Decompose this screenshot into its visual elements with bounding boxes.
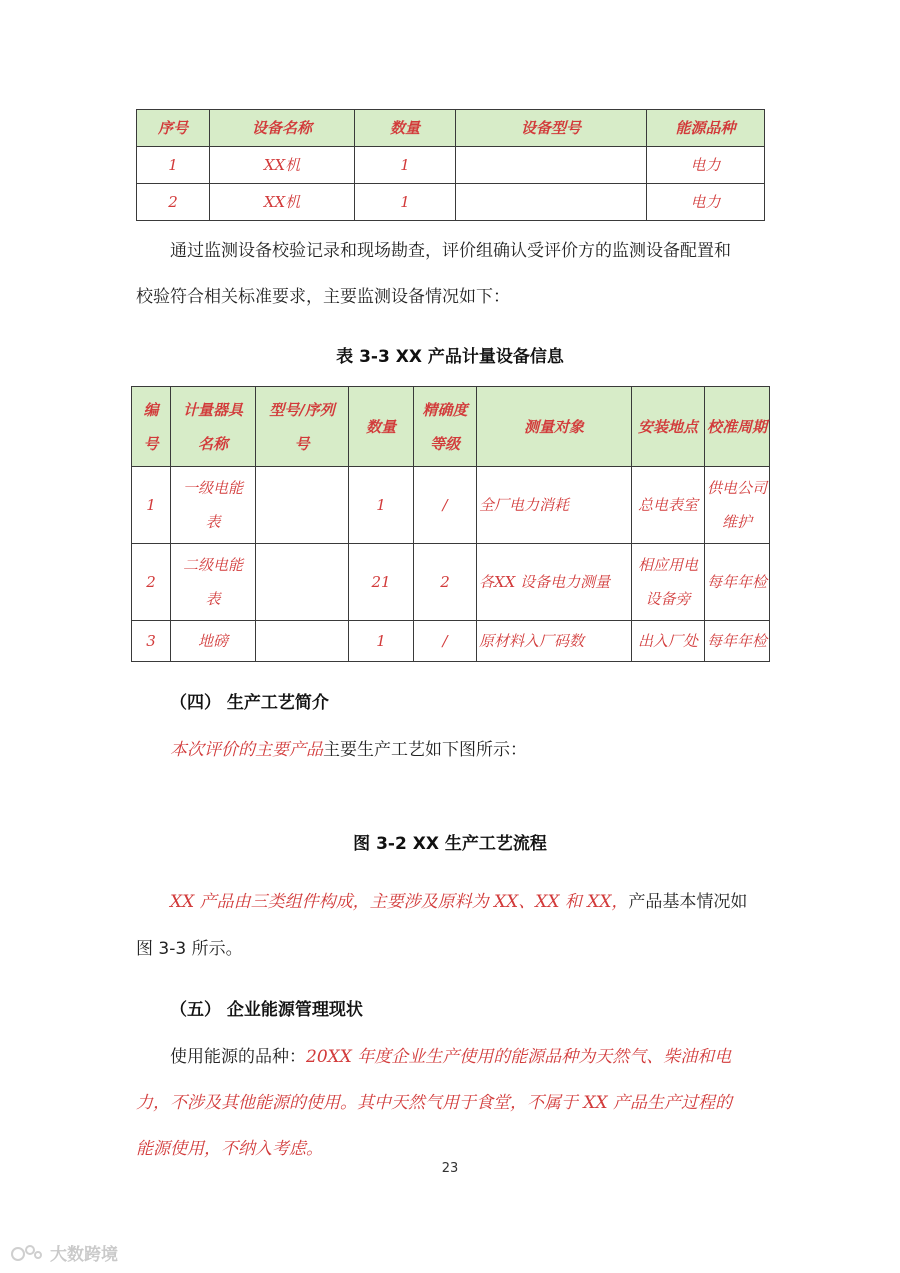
cell-text: 2 bbox=[440, 573, 450, 591]
table-cell bbox=[349, 467, 414, 544]
table-cell bbox=[477, 467, 632, 544]
table-header-row bbox=[132, 387, 770, 467]
column-header: 序号 bbox=[137, 110, 210, 147]
column-header bbox=[171, 387, 256, 467]
red-text: XX 产品由三类组件构成，主要涉及原料为 XX、XX 和 XX， bbox=[170, 892, 629, 912]
table-header-row bbox=[137, 110, 765, 147]
table-cell bbox=[171, 467, 256, 544]
table-cell: XX机 bbox=[210, 184, 355, 221]
table-cell bbox=[256, 544, 349, 621]
table-row bbox=[132, 621, 770, 662]
table-cell bbox=[477, 621, 632, 662]
red-text: 20XX 年度企业生产使用的能源品种为天然气、柴油和电 bbox=[306, 1047, 732, 1067]
section-heading: （五） 企业能源管理现状 bbox=[170, 1000, 363, 1020]
table-cell: 电力 bbox=[647, 147, 765, 184]
cell-text: 原材料入厂码数 bbox=[479, 632, 585, 650]
cell-text: 出入厂处 bbox=[637, 632, 698, 650]
plain-text: 使用能源的品种： bbox=[170, 1047, 306, 1067]
column-header bbox=[477, 387, 632, 467]
table-cell bbox=[632, 467, 705, 544]
column-header bbox=[132, 387, 171, 467]
table-cell: 1 bbox=[355, 147, 456, 184]
table-row bbox=[132, 467, 770, 544]
table-cell: XX机 bbox=[210, 147, 355, 184]
cell-text: / bbox=[442, 496, 448, 514]
column-header: 能源品种 bbox=[647, 110, 765, 147]
column-header: 数量 bbox=[355, 110, 456, 147]
cell-text: 3 bbox=[146, 632, 156, 650]
equipment-table bbox=[136, 109, 765, 221]
energy-line-2: 力，不涉及其他能源的使用。其中天然气用于食堂，不属于 XX 产品生产过程的 bbox=[136, 1093, 733, 1113]
table-caption: 表 3-3 XX 产品计量设备信息 bbox=[336, 347, 564, 367]
table-cell: 1 bbox=[355, 184, 456, 221]
table-cell bbox=[256, 621, 349, 662]
column-header bbox=[256, 387, 349, 467]
intro-line-2: 校验符合相关标准要求，主要监测设备情况如下： bbox=[136, 287, 510, 307]
cell-text: 1 bbox=[376, 632, 386, 650]
product-line-1 bbox=[170, 887, 747, 912]
cell-text: 每年年检 bbox=[707, 573, 768, 591]
column-header bbox=[349, 387, 414, 467]
cell-text: 二级电能 表 bbox=[182, 556, 243, 608]
cell-text: 1 bbox=[376, 496, 386, 514]
header-text: 校准周期 bbox=[707, 417, 768, 436]
table-row bbox=[137, 184, 765, 221]
intro-line-1: 通过监测设备校验记录和现场勘查，评价组确认受评价方的监测设备配置和 bbox=[170, 241, 731, 261]
table-cell bbox=[171, 621, 256, 662]
red-text: 本次评价的主要产品 bbox=[170, 740, 323, 760]
table-cell bbox=[632, 544, 705, 621]
cell-text: 1 bbox=[146, 496, 156, 514]
column-header bbox=[632, 387, 705, 467]
table-cell bbox=[256, 467, 349, 544]
figure-caption: 图 3-2 XX 生产工艺流程 bbox=[353, 834, 547, 854]
watermark bbox=[10, 1240, 118, 1265]
header-text: 精确度 等级 bbox=[422, 400, 468, 453]
table-cell bbox=[456, 147, 647, 184]
header-text: 安装地点 bbox=[637, 417, 698, 436]
column-header: 设备型号 bbox=[456, 110, 647, 147]
plain-text: 主要生产工艺如下图所示： bbox=[323, 740, 527, 760]
header-text: 计量器具 名称 bbox=[182, 400, 243, 453]
table-cell bbox=[349, 544, 414, 621]
cell-text: 2 bbox=[146, 573, 156, 591]
plain-text: 产品基本情况如 bbox=[628, 892, 748, 912]
metering-equipment-table bbox=[131, 386, 770, 662]
table-row bbox=[132, 544, 770, 621]
header-text: 数量 bbox=[365, 417, 396, 436]
table-cell bbox=[456, 184, 647, 221]
table-cell bbox=[132, 467, 171, 544]
header-text: 编 号 bbox=[143, 400, 159, 453]
table-cell bbox=[705, 544, 770, 621]
table-row bbox=[137, 147, 765, 184]
header-text: 测量对象 bbox=[523, 417, 584, 436]
table-cell bbox=[132, 621, 171, 662]
table-cell: 电力 bbox=[647, 184, 765, 221]
cell-text: 一级电能 表 bbox=[182, 479, 243, 531]
cell-text: 相应用电 设备旁 bbox=[637, 556, 698, 608]
table-cell: 1 bbox=[137, 147, 210, 184]
column-header bbox=[414, 387, 477, 467]
cell-text: / bbox=[442, 632, 448, 650]
page-number: 23 bbox=[441, 1161, 459, 1176]
column-header: 设备名称 bbox=[210, 110, 355, 147]
cell-text: 全厂电力消耗 bbox=[479, 496, 570, 514]
table-cell: 2 bbox=[137, 184, 210, 221]
table-cell bbox=[414, 544, 477, 621]
cell-text: 总电表室 bbox=[637, 496, 698, 514]
cell-text: 21 bbox=[371, 573, 391, 591]
watermark-logo-icon bbox=[10, 1242, 44, 1264]
table-cell bbox=[477, 544, 632, 621]
table-cell bbox=[171, 544, 256, 621]
header-text: 型号/序列 号 bbox=[269, 400, 335, 453]
energy-line-3: 能源使用，不纳入考虑。 bbox=[136, 1139, 323, 1159]
table-cell bbox=[132, 544, 171, 621]
cell-text: 每年年检 bbox=[707, 632, 768, 650]
product-line-2: 图 3-3 所示。 bbox=[136, 939, 243, 959]
cell-text: 供电公司 维护 bbox=[707, 479, 768, 531]
cell-text: 各XX 设备电力测量 bbox=[479, 573, 611, 591]
section4-line bbox=[170, 735, 527, 760]
table-cell bbox=[705, 467, 770, 544]
table-cell bbox=[349, 621, 414, 662]
table-cell bbox=[632, 621, 705, 662]
table-cell bbox=[705, 621, 770, 662]
energy-line-1 bbox=[170, 1042, 731, 1067]
column-header bbox=[705, 387, 770, 467]
watermark-text: 大数跨境 bbox=[50, 1245, 118, 1265]
cell-text: 地磅 bbox=[197, 632, 228, 650]
table-cell bbox=[414, 467, 477, 544]
section-heading: （四） 生产工艺简介 bbox=[170, 693, 329, 713]
table-cell bbox=[414, 621, 477, 662]
